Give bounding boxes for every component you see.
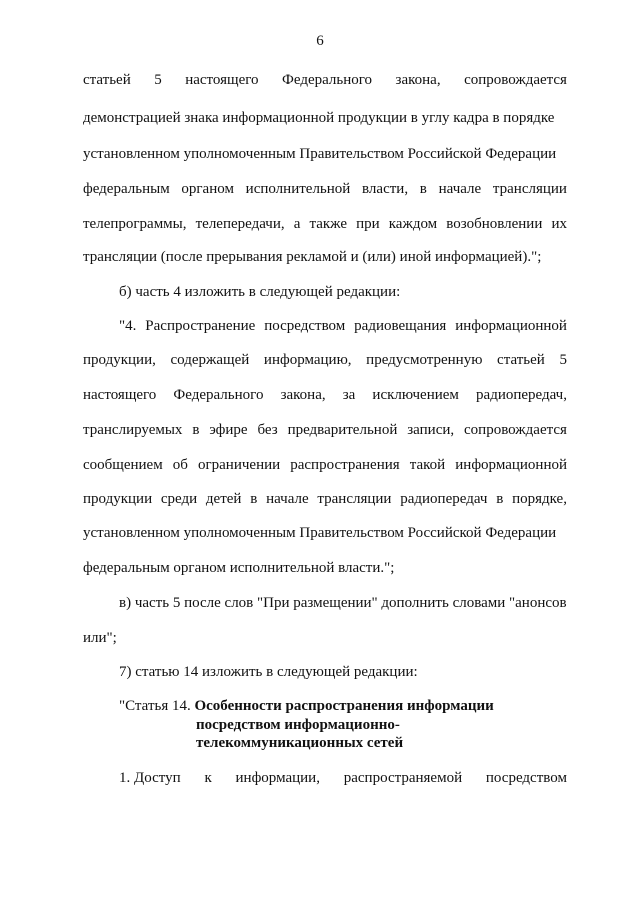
word: распространяемой [343,770,463,786]
word: радиопередач, [476,387,567,403]
text-line: федеральным органом исполнительной власти."; [83,560,395,576]
word: эфире [209,422,248,438]
word: 5 [559,352,567,368]
word: "4. [119,318,137,334]
article-number: "Статья 14. [119,698,191,714]
word: за [342,387,356,403]
word: содержащей [170,352,250,368]
word: продукции, [83,352,156,368]
word: среди [160,491,198,507]
word: предусмотренную [366,352,483,368]
word: а [293,216,301,232]
article-title-line-3: телекоммуникационных сетей [196,735,404,751]
word: закона, [280,387,326,403]
word: записи, [407,422,455,438]
text-line: б) часть 4 изложить в следующей редакции: [119,284,401,300]
text-line [83,420,567,440]
word: радиопередач [400,491,488,507]
word: трансляции [317,491,392,507]
text-line [83,179,567,199]
word: детей [205,491,242,507]
word: 5 [154,72,162,88]
text-line [83,70,567,90]
word: в [419,181,427,197]
article-title-line-2: посредством информационно- [196,717,400,733]
word: исполнительной [245,181,351,197]
text-line: трансляции (после прерывания рекламой и (или) иной информацией)."; [83,249,542,265]
word: статьей [497,352,545,368]
word: телепрограммы, [83,216,187,232]
word: сопровождается [464,422,567,438]
text-line: в) часть 5 после слов "При размещении" дополнить словами "анонсов [119,595,567,611]
word: трансляции [492,181,567,197]
word: начале [438,181,482,197]
word: информацию, [263,352,352,368]
word: настоящего [185,72,259,88]
word: каждом [388,216,438,232]
text-line: установленном уполномоченным Правительством Российской Федерации [83,146,557,162]
word: предварительной [287,422,398,438]
word: власти, [362,181,409,197]
word: транслируемых [83,422,183,438]
word: Распространение [145,318,256,334]
word: сообщением [83,457,163,473]
word: их [551,216,567,232]
word: Федерального [173,387,264,403]
text-line [119,316,567,336]
word: закона, [395,72,441,88]
word: статьей [83,72,131,88]
text-line: установленном уполномоченным Правительством Российской Федерации [83,525,557,541]
word: посредством [264,318,346,334]
word: сопровождается [464,72,567,88]
word: настоящего [83,387,157,403]
word: в [250,491,258,507]
word: посредством [485,770,567,786]
word: информационной [455,318,567,334]
text-line [83,214,567,234]
word: Федерального [282,72,373,88]
word: к [204,770,212,786]
word: распространения [290,457,400,473]
word: такой [409,457,446,473]
text-line [119,768,567,788]
word: без [257,422,278,438]
text-line [83,385,567,405]
word: органом [181,181,234,197]
word: федеральным [83,181,170,197]
word: в [192,422,200,438]
text-line: или"; [83,630,117,646]
text-line [83,455,567,475]
word: информации, [235,770,320,786]
word: начале [266,491,309,507]
word: информационной [455,457,567,473]
text-line [83,350,567,370]
word: радиовещания [354,318,447,334]
article-title: Особенности распространения информации [194,698,494,714]
word: в [496,491,504,507]
word: телепередачи, [195,216,285,232]
text-line [83,489,567,509]
text-line: демонстрацией знака информационной продукции в углу кадра в порядке [83,110,555,126]
word: при [356,216,380,232]
word: исключением [372,387,459,403]
word: ограничении [198,457,281,473]
article-heading [119,696,567,716]
word: порядке, [512,491,567,507]
word: об [172,457,188,473]
text-line: 7) статью 14 изложить в следующей редакции: [119,664,418,680]
word: также [309,216,347,232]
word: продукции [83,491,153,507]
word: возобновлении [446,216,543,232]
page-number: 6 [316,33,324,49]
word: 1. Доступ [119,770,181,786]
